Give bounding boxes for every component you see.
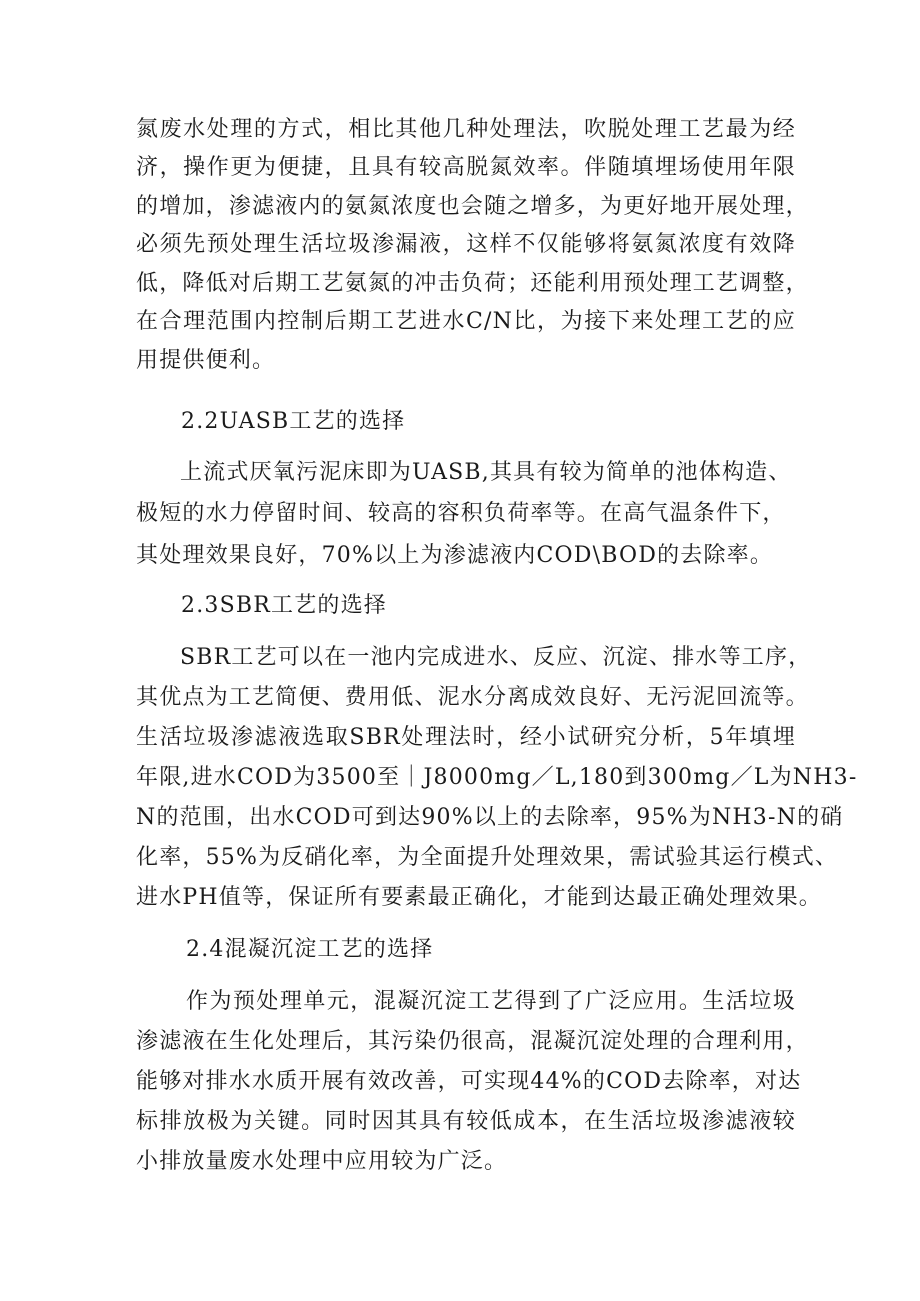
paragraph-line: 渗滤液在生化处理后，其污染仍很高，混凝沉淀处理的合理利用，: [136, 1029, 809, 1054]
paragraph-line: N的范围，出水COD可到达90%以上的去除率，95%为NH3-N的硝: [136, 805, 844, 830]
paragraph-line: 极短的水力停留时间、较高的容积负荷率等。在高气温条件下，: [136, 501, 786, 526]
paragraph-line: 标排放极为关键。同时因其具有较低成本，在生活垃圾渗滤液较: [136, 1109, 796, 1134]
paragraph-line: 生活垃圾渗滤液选取SBR处理法时，经小试研究分析，5年填埋: [136, 725, 796, 750]
paragraph-line: 济，操作更为便捷，且具有较高脱氮效率。伴随填埋场使用年限: [136, 155, 796, 180]
paragraph-line: 低，降低对后期工艺氨氮的冲击负荷；还能利用预处理工艺调整，: [136, 271, 809, 296]
section-heading: 2.4混凝沉淀工艺的选择: [186, 937, 434, 962]
paragraph-line: 小排放量废水处理中应用较为广泛。: [136, 1149, 508, 1174]
paragraph-line: 必须先预处理生活垃圾渗漏液，这样不仅能够将氨氮浓度有效降: [136, 232, 796, 257]
paragraph-line: 作为预处理单元，混凝沉淀工艺得到了广泛应用。生活垃圾: [186, 989, 796, 1014]
paragraph-line: 年限,进水COD为3500至｜J8000mg／L,180到300mg／L为NH3-: [136, 765, 858, 790]
section-heading: 2.2UASB工艺的选择: [181, 409, 406, 434]
paragraph-line: SBR工艺可以在一池内完成进水、反应、沉淀、排水等工序，: [180, 645, 812, 670]
paragraph-line: 其优点为工艺简便、费用低、泥水分离成效良好、无污泥回流等。: [136, 685, 809, 710]
section-heading: 2.3SBR工艺的选择: [181, 593, 387, 618]
paragraph-line: 其处理效果良好，70%以上为渗滤液内COD\BOD的去除率。: [136, 543, 774, 568]
paragraph-line: 的增加，渗滤液内的氨氮浓度也会随之增多，为更好地开展处理，: [136, 194, 809, 219]
paragraph-line: 氮废水处理的方式，相比其他几种处理法，吹脱处理工艺最为经: [136, 117, 796, 142]
paragraph-line: 进水PH值等，保证所有要素最正确化，才能到达最正确处理效果。: [136, 885, 822, 910]
paragraph-line: 能够对排水水质开展有效改善，可实现44%的COD去除率，对达: [136, 1069, 802, 1094]
paragraph-line: 在合理范围内控制后期工艺进水C/N比，为接下来处理工艺的应: [136, 309, 796, 334]
paragraph-line: 上流式厌氧污泥床即为UASB,其具有较为简单的池体构造、: [180, 460, 792, 485]
paragraph-line: 用提供便利。: [136, 348, 276, 373]
paragraph-line: 化率，55%为反硝化率，为全面提升处理效果，需试验其运行模式、: [136, 845, 839, 870]
